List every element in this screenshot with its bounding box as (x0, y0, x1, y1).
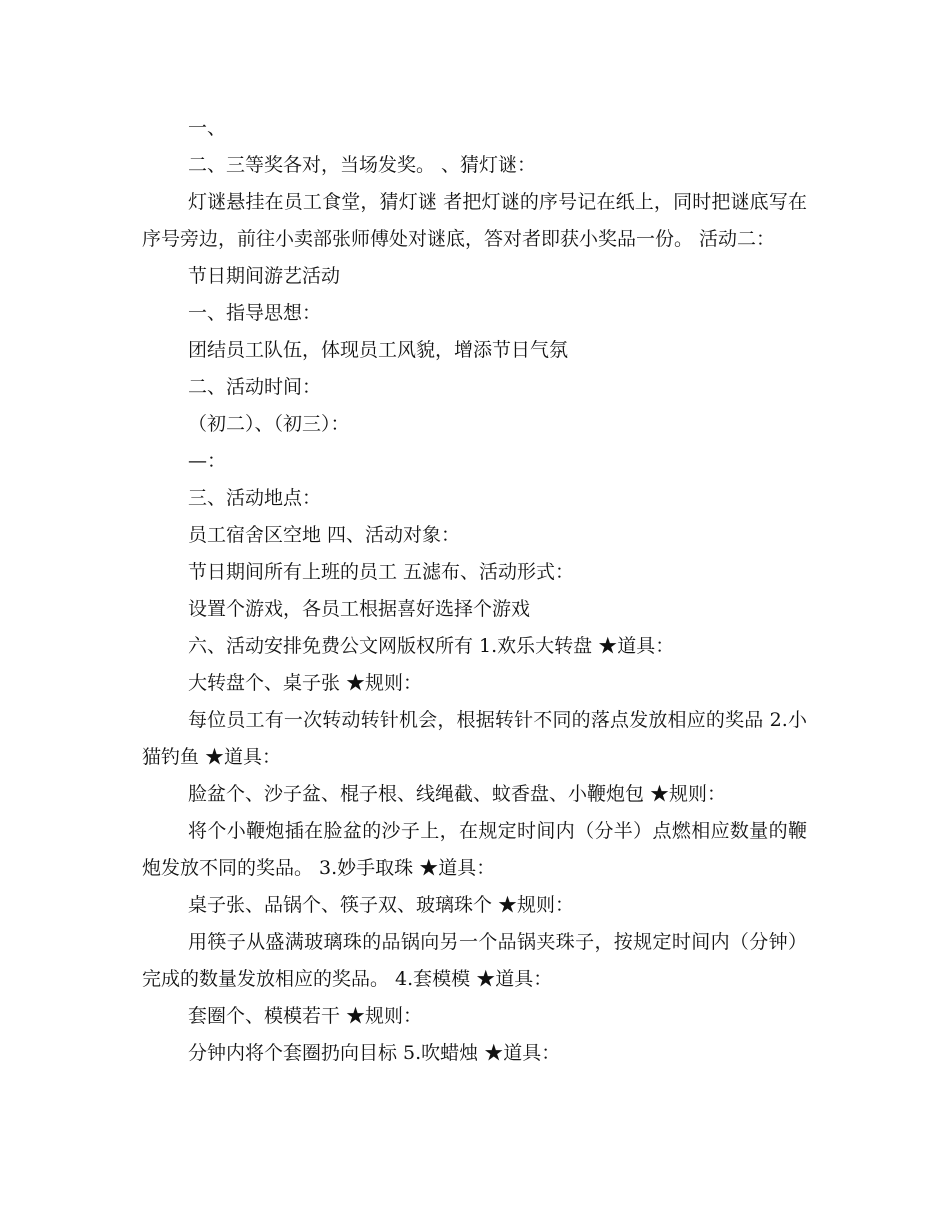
paragraph: 六、活动安排免费公文网版权所有 1.欢乐大转盘 ★道具： (188, 635, 675, 657)
paragraph: 一、指导思想： (188, 302, 322, 324)
paragraph: 设置个游戏，各员工根据喜好选择个游戏 (188, 598, 531, 620)
paragraph: 大转盘个、桌子张 ★规则： (188, 672, 423, 694)
paragraph: 分钟内将个套圈扔向目标 5.吹蜡烛 ★道具： (188, 1042, 561, 1064)
paragraph: 将个小鞭炮插在脸盆的沙子上，在规定时间内（分半）点燃相应数量的鞭炮发放不同的奖品。 3.妙手取珠 ★道具： (142, 820, 807, 879)
paragraph: 节日期间游艺活动 (188, 265, 341, 287)
document-body (142, 110, 807, 1072)
paragraph: 桌子张、品锅个、筷子双、玻璃珠个 ★规则： (188, 894, 575, 916)
paragraph: 节日期间所有上班的员工 五滤布、活动形式： (188, 561, 575, 583)
paragraph: 二、三等奖各对，当场发奖。 、猜灯谜： (188, 154, 537, 176)
paragraph: 一、 (188, 117, 227, 139)
paragraph: 三、活动地点： (188, 487, 322, 509)
paragraph: 二、活动时间： (188, 376, 322, 398)
paragraph: 套圈个、模模若干 ★规则： (188, 1005, 423, 1027)
paragraph: 员工宿舍区空地 四、活动对象： (188, 524, 461, 546)
paragraph: 灯谜悬挂在员工食堂，猜灯谜 者把灯谜的序号记在纸上，同时把谜底写在序号旁边，前往小卖部张师傅处对谜底，答对者即获小奖品一份。 活动二： (142, 191, 807, 250)
paragraph: 每位员工有一次转动转针机会，根据转针不同的落点发放相应的奖品 2.小猫钓鱼 ★道具： (142, 709, 807, 768)
paragraph: （初二）、（初三）： (188, 413, 350, 435)
paragraph: 用筷子从盛满玻璃珠的品锅向另一个品锅夹珠子，按规定时间内（分钟）完成的数量发放相应的奖品。 4.套模模 ★道具： (142, 931, 807, 990)
paragraph: 脸盆个、沙子盆、棍子根、线绳截、蚊香盘、小鞭炮包 ★规则： (188, 783, 727, 805)
paragraph: —： (188, 450, 227, 472)
paragraph: 团结员工队伍，体现员工风貌，增添节日气氛 (188, 339, 569, 361)
